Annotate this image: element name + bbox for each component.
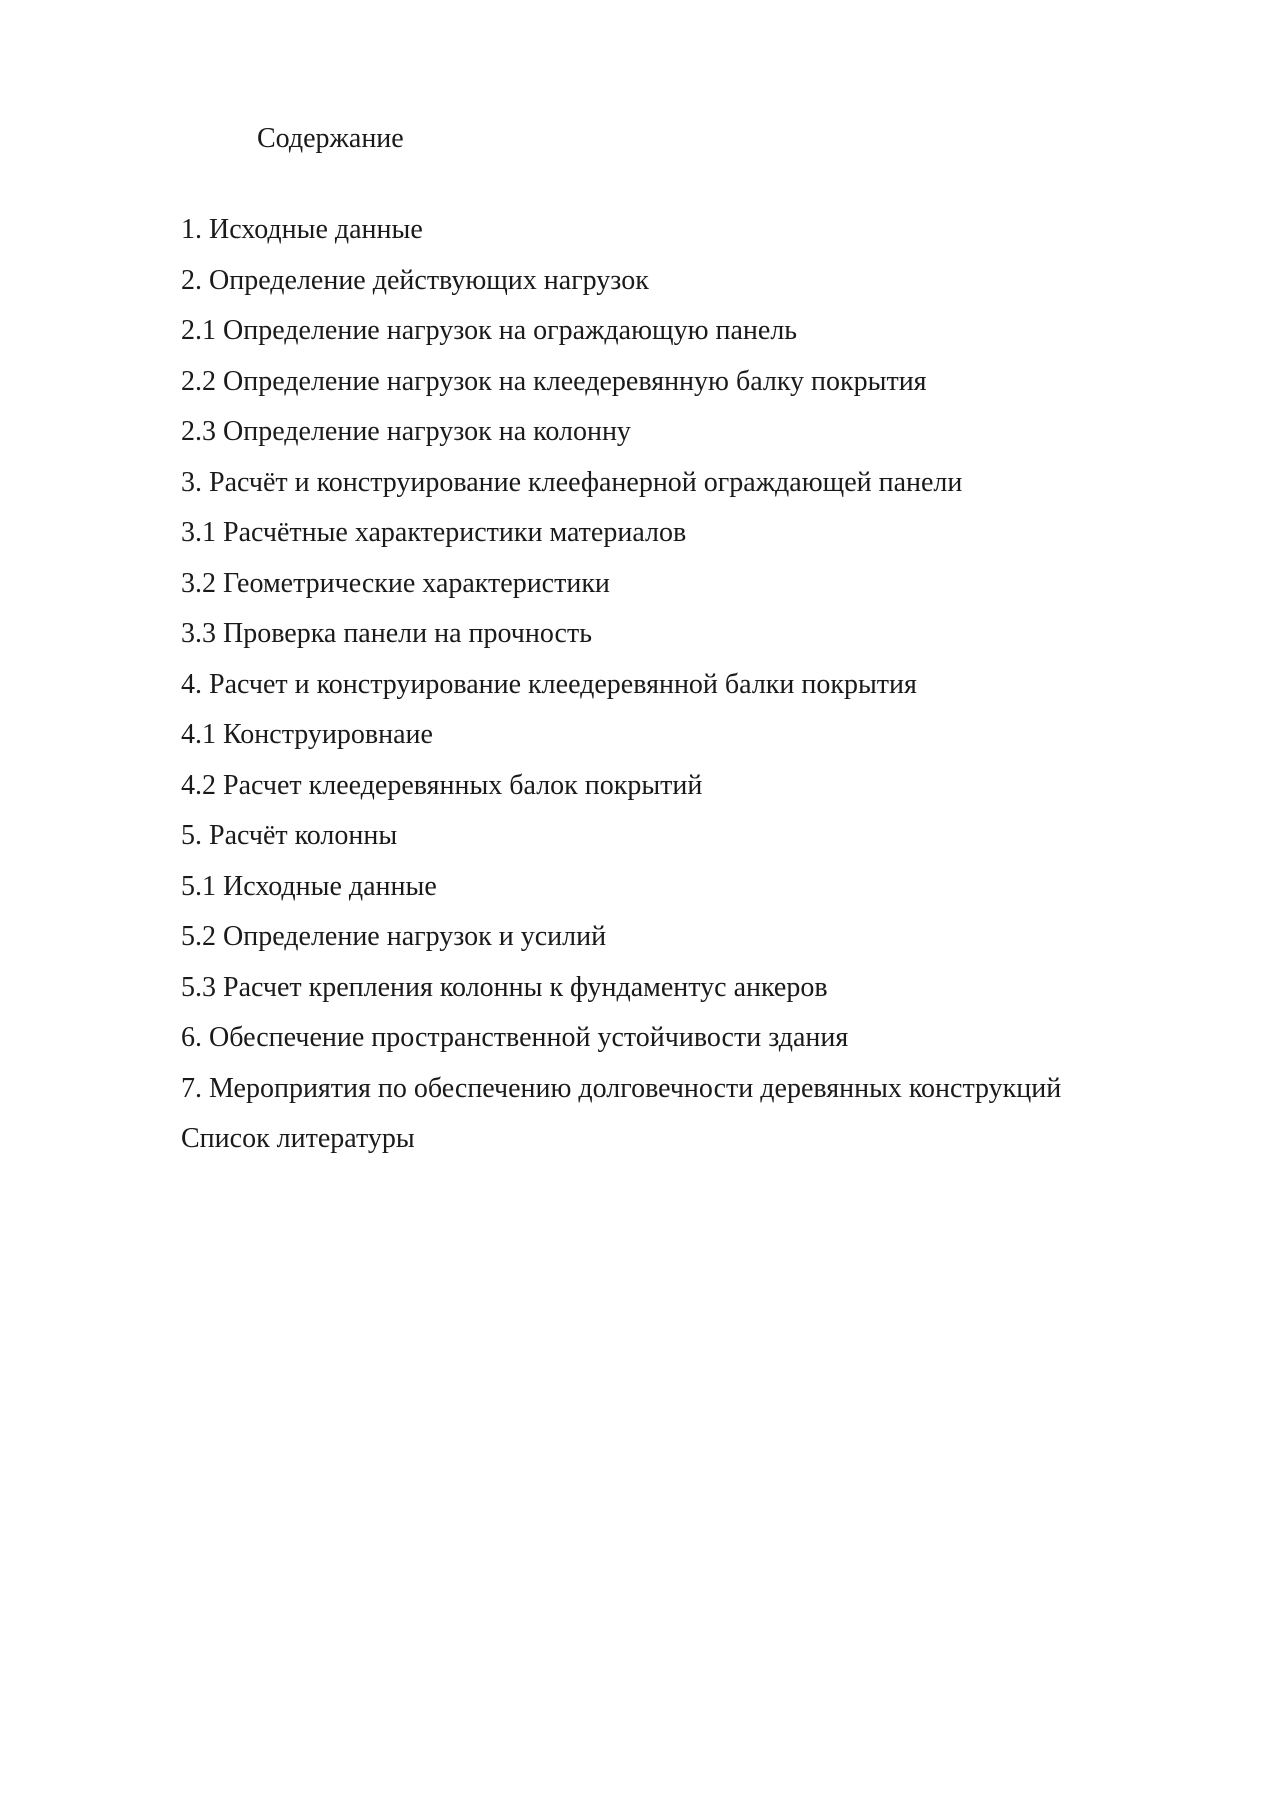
toc-item-3-1: 3.1 Расчётные характеристики материалов bbox=[181, 517, 687, 548]
toc-item-5-3: 5.3 Расчет крепления колонны к фундаментус анкеров bbox=[181, 971, 828, 1003]
toc-item-5: 5. Расчёт колонны bbox=[181, 820, 398, 851]
toc-item-references: Список литературы bbox=[181, 1123, 415, 1154]
toc-item-4-1: 4.1 Конструировнаие bbox=[181, 719, 433, 750]
toc-item-2-2: 2.2 Определение нагрузок на клеедеревянную балку покрытия bbox=[181, 365, 927, 397]
toc-item-4: 4. Расчет и конструирование клеедеревянной балки покрытия bbox=[181, 668, 917, 700]
toc-item-7: 7. Мероприятия по обеспечению долговечности деревянных конструкций bbox=[181, 1072, 1062, 1104]
toc-item-2-3: 2.3 Определение нагрузок на колонну bbox=[181, 416, 631, 447]
toc-item-5-2: 5.2 Определение нагрузок и усилий bbox=[181, 921, 607, 952]
toc-list bbox=[181, 208, 1061, 1168]
toc-item-2: 2. Определение действующих нагрузок bbox=[181, 264, 649, 296]
toc-item-3: 3. Расчёт и конструирование клеефанерной ограждающей панели bbox=[181, 466, 963, 498]
toc-item-4-2: 4.2 Расчет клеедеревянных балок покрытий bbox=[181, 769, 703, 801]
toc-item-3-2: 3.2 Геометрические характеристики bbox=[181, 567, 610, 599]
toc-item-1: 1. Исходные данные bbox=[181, 214, 423, 245]
toc-title: Содержание bbox=[257, 123, 404, 154]
toc-item-5-1: 5.1 Исходные данные bbox=[181, 870, 437, 902]
toc-item-3-3: 3.3 Проверка панели на прочность bbox=[181, 618, 592, 649]
toc-item-6: 6. Обеспечение пространственной устойчивости здания bbox=[181, 1022, 849, 1053]
toc-item-2-1: 2.1 Определение нагрузок на ограждающую панель bbox=[181, 315, 798, 346]
